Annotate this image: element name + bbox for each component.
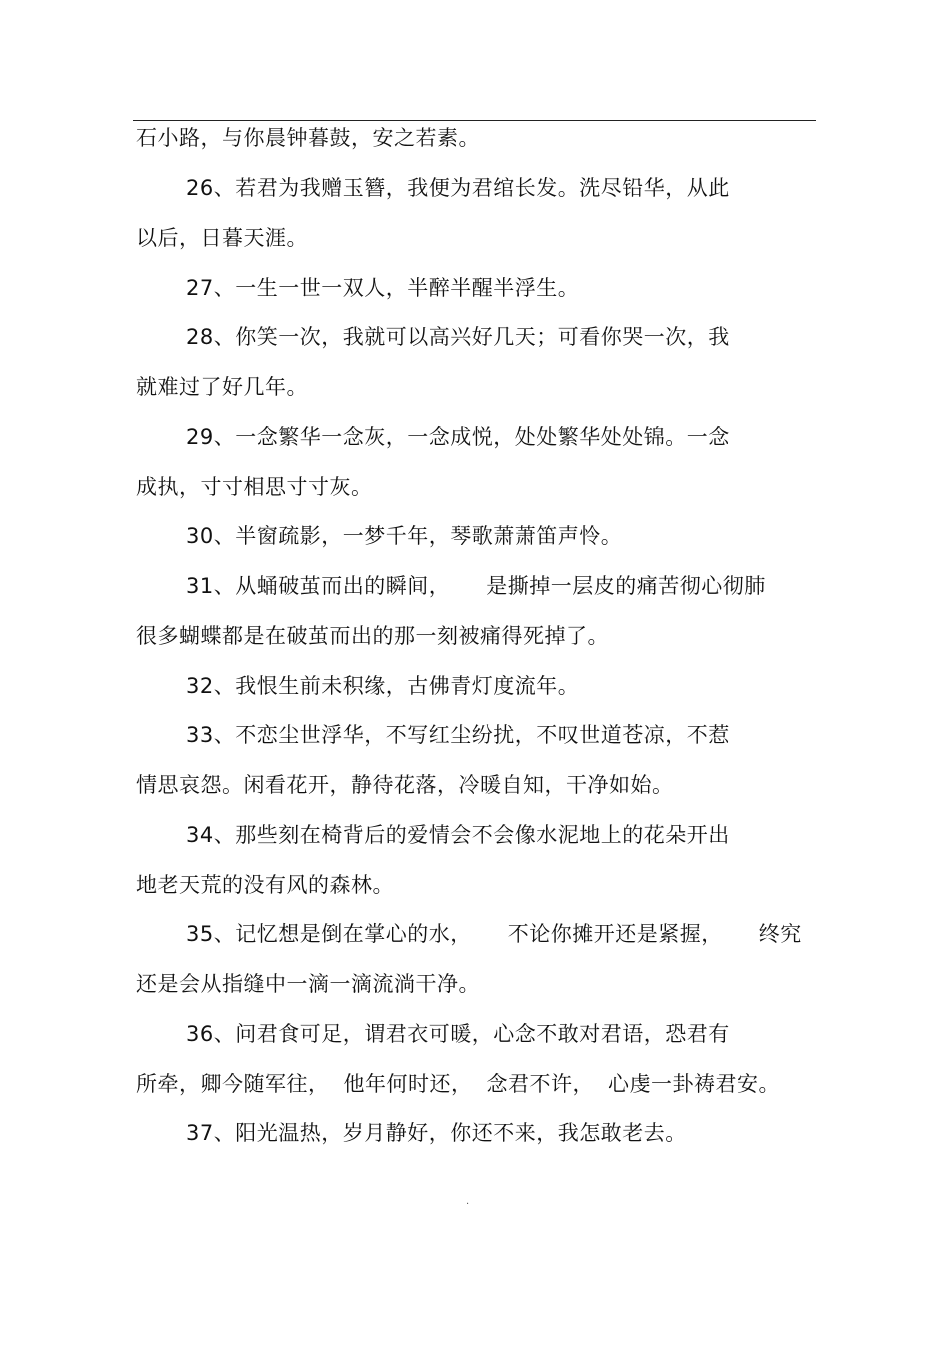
text-segment: 是撕掉一层皮的痛苦彻心彻肺 bbox=[486, 574, 766, 598]
text-line: 情思哀怨。闲看花开，静待花落，冷暖自知，干净如始。 bbox=[136, 773, 674, 797]
text-segment: 所牵，卿今随军往， bbox=[136, 1072, 330, 1096]
text-segment: 他年何时还， bbox=[343, 1072, 473, 1096]
text-line: 30、半窗疏影，一梦千年，琴歌萧萧笛声怜。 bbox=[186, 524, 623, 548]
text-line: 石小路，与你晨钟暮鼓，安之若素。 bbox=[136, 126, 480, 150]
text-segment: 念君不许， bbox=[486, 1072, 594, 1096]
text-line: 以后，日暮天涯。 bbox=[136, 226, 308, 250]
text-line: 地老天荒的没有风的森林。 bbox=[136, 873, 394, 897]
text-line: 就难过了好几年。 bbox=[136, 375, 308, 399]
text-line: 还是会从指缝中一滴一滴流淌干净。 bbox=[136, 972, 480, 996]
text-segment: 31、从蛹破茧而出的瞬间， bbox=[186, 574, 451, 598]
text-line: 32、我恨生前未积缘，古佛青灯度流年。 bbox=[186, 674, 580, 698]
text-line: 33、不恋尘世浮华，不写红尘纷扰，不叹世道苍凉，不惹 bbox=[186, 723, 730, 747]
text-line: 很多蝴蝶都是在破茧而出的那一刻被痛得死掉了。 bbox=[136, 624, 609, 648]
text-segment: 心虔一卦祷君安。 bbox=[608, 1072, 780, 1096]
text-line: 37、阳光温热，岁月静好，你还不来，我怎敢老去。 bbox=[186, 1121, 687, 1145]
text-line: 27、一生一世一双人，半醉半醒半浮生。 bbox=[186, 276, 580, 300]
text-line: 34、那些刻在椅背后的爱情会不会像水泥地上的花朵开出 bbox=[186, 823, 730, 847]
text-line: 28、你笑一次，我就可以高兴好几天；可看你哭一次，我 bbox=[186, 325, 730, 349]
text-line bbox=[186, 920, 802, 948]
text-line: 成执，寸寸相思寸寸灰。 bbox=[136, 475, 373, 499]
text-segment: 终究 bbox=[758, 922, 802, 946]
text-line: 29、一念繁华一念灰，一念成悦，处处繁华处处锦。一念 bbox=[186, 425, 730, 449]
text-line: 26、若君为我赠玉簪，我便为君绾长发。洗尽铅华，从此 bbox=[186, 176, 730, 200]
text-segment: 35、记忆想是倒在掌心的水， bbox=[186, 922, 472, 946]
header-rule bbox=[133, 120, 816, 121]
text-line bbox=[136, 1070, 780, 1098]
text-segment: 不论你摊开还是紧握， bbox=[507, 922, 723, 946]
text-line bbox=[186, 572, 766, 600]
footer-mark: . bbox=[466, 1196, 470, 1207]
text-line: 36、问君食可足，谓君衣可暖，心念不敢对君语，恐君有 bbox=[186, 1022, 730, 1046]
